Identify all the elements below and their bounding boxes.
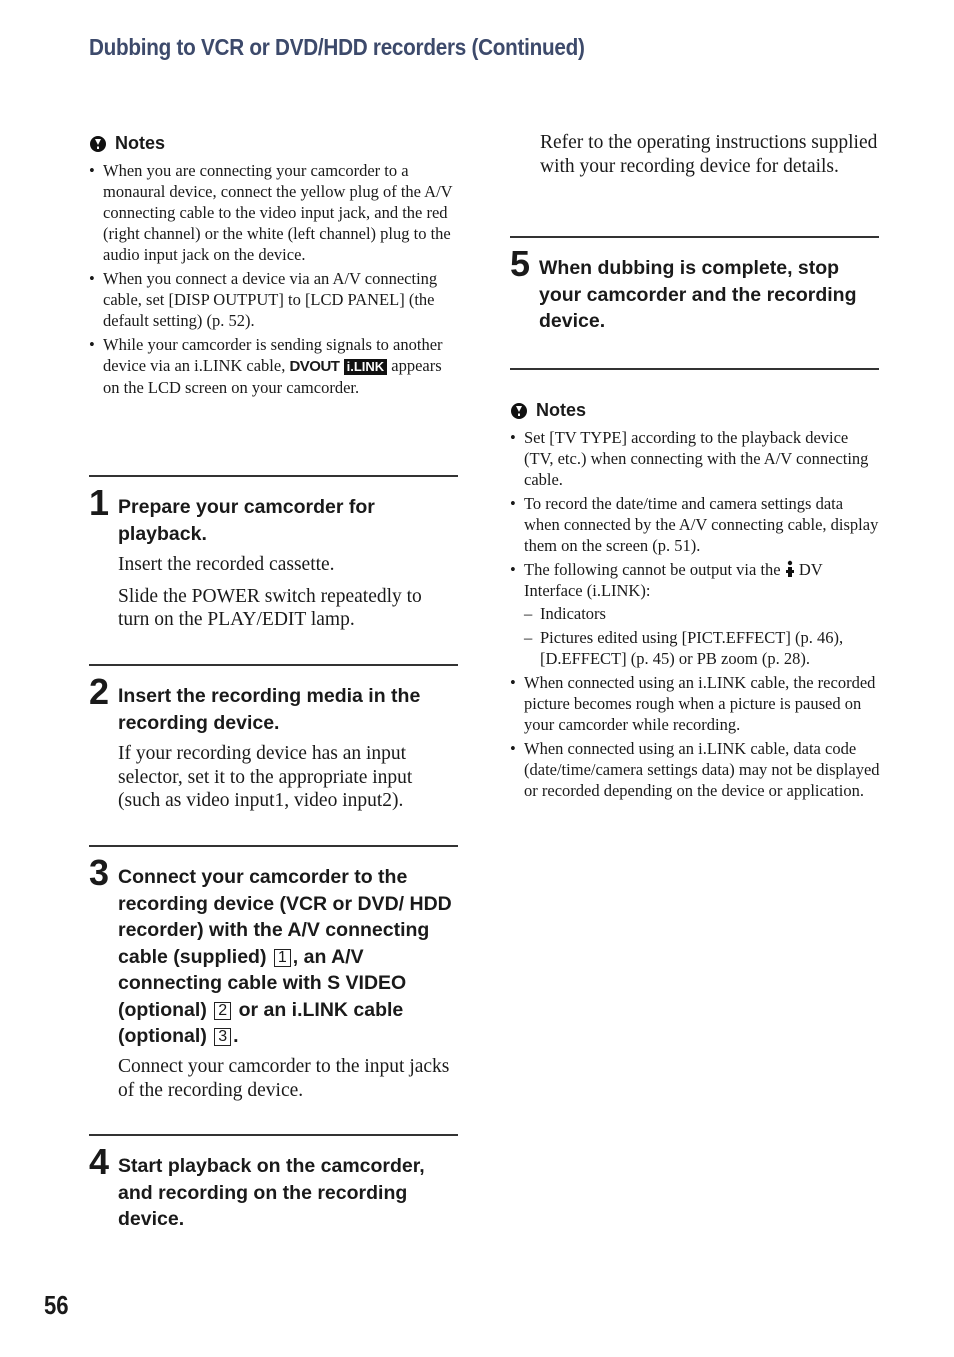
left-notes [89,133,459,401]
note-text: DV Interface (i.LINK): [524,560,823,600]
step-title: When dubbing is complete, stop your camcorder and the recording device. [539,257,857,332]
right-notes [510,400,880,804]
notes-icon [510,402,528,420]
note-item: • When connected using an i.LINK cable, data code (date/time/camera settings data) may not be displayed or recorded depending on the device or application. [510,738,880,801]
sub-item: – Pictures edited using [PICT.EFFECT] (p. 46), [D.EFFECT] (p. 45) or PB zoom (p. 28). [524,627,880,669]
step-title: Insert the recording media in the recording device. [118,685,421,734]
step-3 [89,845,458,1127]
callout-3-box: 3 [214,1028,231,1046]
step-number: 2 [89,671,110,712]
notes-icon [89,135,107,153]
step-body [118,1055,458,1110]
step-4 [89,1134,458,1246]
step-text: Connect your camcorder to the input jacks of the recording device. [118,1056,450,1101]
step-title [118,864,453,1050]
notes-heading-label: Notes [115,133,166,153]
step-number: 1 [89,482,110,523]
step-title-text: , an A/V connecting cable with S VIDEO (optional) [118,945,407,1021]
step-title-text: or an i.LINK cable (optional) [118,998,404,1047]
note-item: • When you connect a device via an A/V connecting cable, set [DISP OUTPUT] to [LCD PANEL] (the default setting) (p. 52). [89,268,459,331]
sub-item: – Indicators [524,603,880,624]
note-text: While your camcorder is sending signals to another device via an i.LINK cable, [103,335,443,375]
step-body [118,742,458,821]
note-item: • To record the date/time and camera settings data when connected by the A/V connecting cable, display them on the screen (p. 51). [510,493,880,556]
note-item: • When connected using an i.LINK cable, the recorded picture becomes rough when a picture is paused on your camcorder while recording. [510,672,880,735]
note-item [89,334,459,398]
step-title-text: . [233,1025,239,1047]
notes-heading [510,400,880,421]
note-item: • Set [TV TYPE] according to the playback device (TV, etc.) when connecting with the A/V connecting cable. [510,427,880,490]
step-number: 3 [89,852,110,893]
step-1 [89,475,458,657]
step-text: If your recording device has an input selector, set it to the appropriate input (such as video input1, video input2). [118,743,413,811]
note-item [510,559,880,669]
callout-2-box: 2 [214,1002,231,1020]
step-title: Prepare your camcorder for playback. [118,496,375,545]
step-title: Start playback on the camcorder, and recording on the recording device. [118,1155,425,1230]
note-text: The following cannot be output via the [524,560,781,579]
callout-1-box: 1 [274,949,291,967]
step-2 [89,664,458,836]
page-header-title: Dubbing to VCR or DVD/HDD recorders (Continued) [89,34,585,60]
notes-heading [89,133,459,154]
note-text: appears on the LCD screen on your camcorder. [103,356,442,397]
refer-text: Refer to the operating instructions supplied with your recording device for details. [540,132,878,177]
step-title-text: Connect your camcorder to the recording device (VCR or DVD/ HDD recorder) with the A/V connecting cable (supplied) [118,866,452,968]
dv-out-icon: DVOUT [289,358,340,375]
note-item: • When you are connecting your camcorder to a monaural device, connect the yellow plug of the A/V connecting cable to the video input jack, and the red (right channel) or the white (left channel) plug to the audio input jack on the device. [89,160,459,265]
divider [510,368,879,370]
step-text: Insert the recorded cassette. [118,554,335,575]
ilink-port-icon [785,560,795,578]
step-number: 4 [89,1141,110,1182]
step-text: Slide the POWER switch repeatedly to turn on the PLAY/EDIT lamp. [118,585,422,630]
step-number: 5 [510,243,531,284]
ilink-icon: i.LINK [344,359,388,375]
notes-heading-label: Notes [536,400,587,420]
page-number: 56 [44,1290,69,1320]
step-5 [510,236,879,370]
step-body [118,553,458,640]
